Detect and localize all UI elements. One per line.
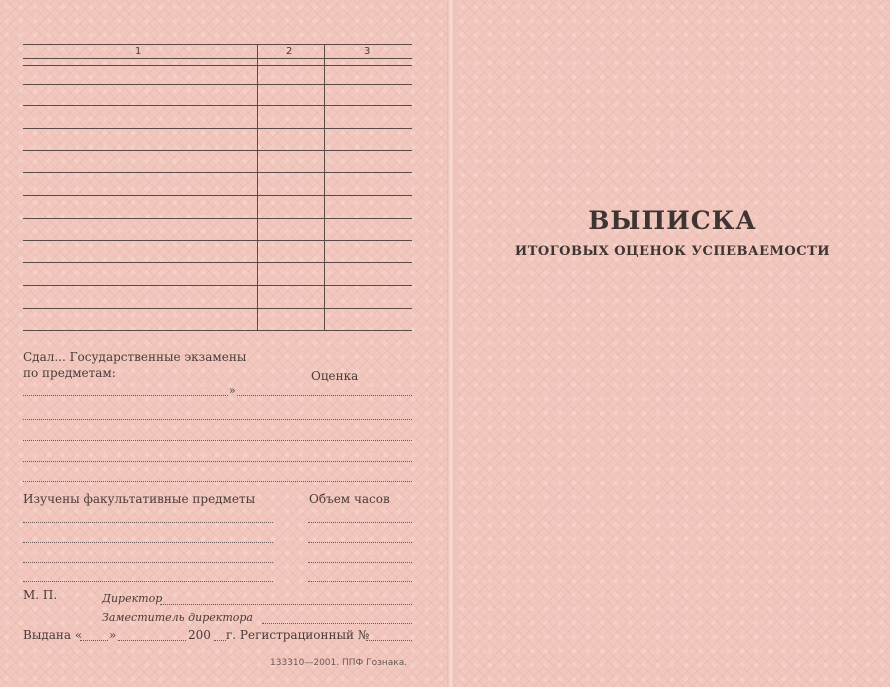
document-subtitle: ИТОГОВЫХ ОЦЕНОК УСПЕВАЕМОСТИ — [514, 244, 831, 259]
exam-line — [23, 418, 412, 420]
hours-line — [308, 561, 412, 563]
issued-quote-close: » — [109, 628, 117, 642]
director-signature-line — [160, 603, 412, 605]
document-title: ВЫПИСКА — [588, 206, 757, 235]
registration-number-line — [366, 639, 412, 641]
elective-line — [23, 541, 273, 543]
grade-label: Оценка — [311, 369, 359, 383]
issued-year-prefix: 200 — [188, 628, 211, 642]
exam-line-mark: » — [229, 384, 236, 397]
page-fold — [447, 0, 455, 687]
hours-line — [308, 580, 412, 582]
issued-prefix: Выдана « — [23, 628, 83, 642]
deputy-director-label: Заместитель директора — [102, 611, 253, 624]
hours-line — [308, 521, 412, 523]
stamp-place-label: М. П. — [23, 588, 58, 602]
director-label: Директор — [102, 592, 163, 605]
hours-line — [308, 541, 412, 543]
column-2-header: 2 — [286, 46, 293, 57]
grades-table — [23, 44, 412, 331]
right-page — [455, 0, 890, 687]
elective-line — [23, 521, 273, 523]
column-1-header: 1 — [135, 46, 142, 57]
exams-heading: Сдал... Государственные экзамены — [23, 350, 247, 364]
registration-label: г. Регистрационный № — [226, 628, 370, 642]
hours-label: Объем часов — [309, 492, 390, 506]
exam-line — [23, 439, 412, 441]
print-info: 133310—2001. ППФ Гознака. — [270, 658, 408, 668]
exam-line — [23, 394, 228, 396]
exam-line — [23, 460, 412, 462]
electives-label: Изучены факультативные предметы — [23, 492, 256, 506]
issued-day-line — [80, 639, 108, 641]
deputy-signature-line — [262, 622, 412, 624]
exams-subjects-label: по предметам: — [23, 366, 116, 380]
exam-line — [23, 480, 412, 482]
issued-year-line — [214, 639, 226, 641]
elective-line — [23, 561, 273, 563]
column-3-header: 3 — [364, 46, 371, 57]
elective-line — [23, 580, 273, 582]
exam-line — [237, 394, 412, 396]
issued-month-line — [118, 639, 186, 641]
